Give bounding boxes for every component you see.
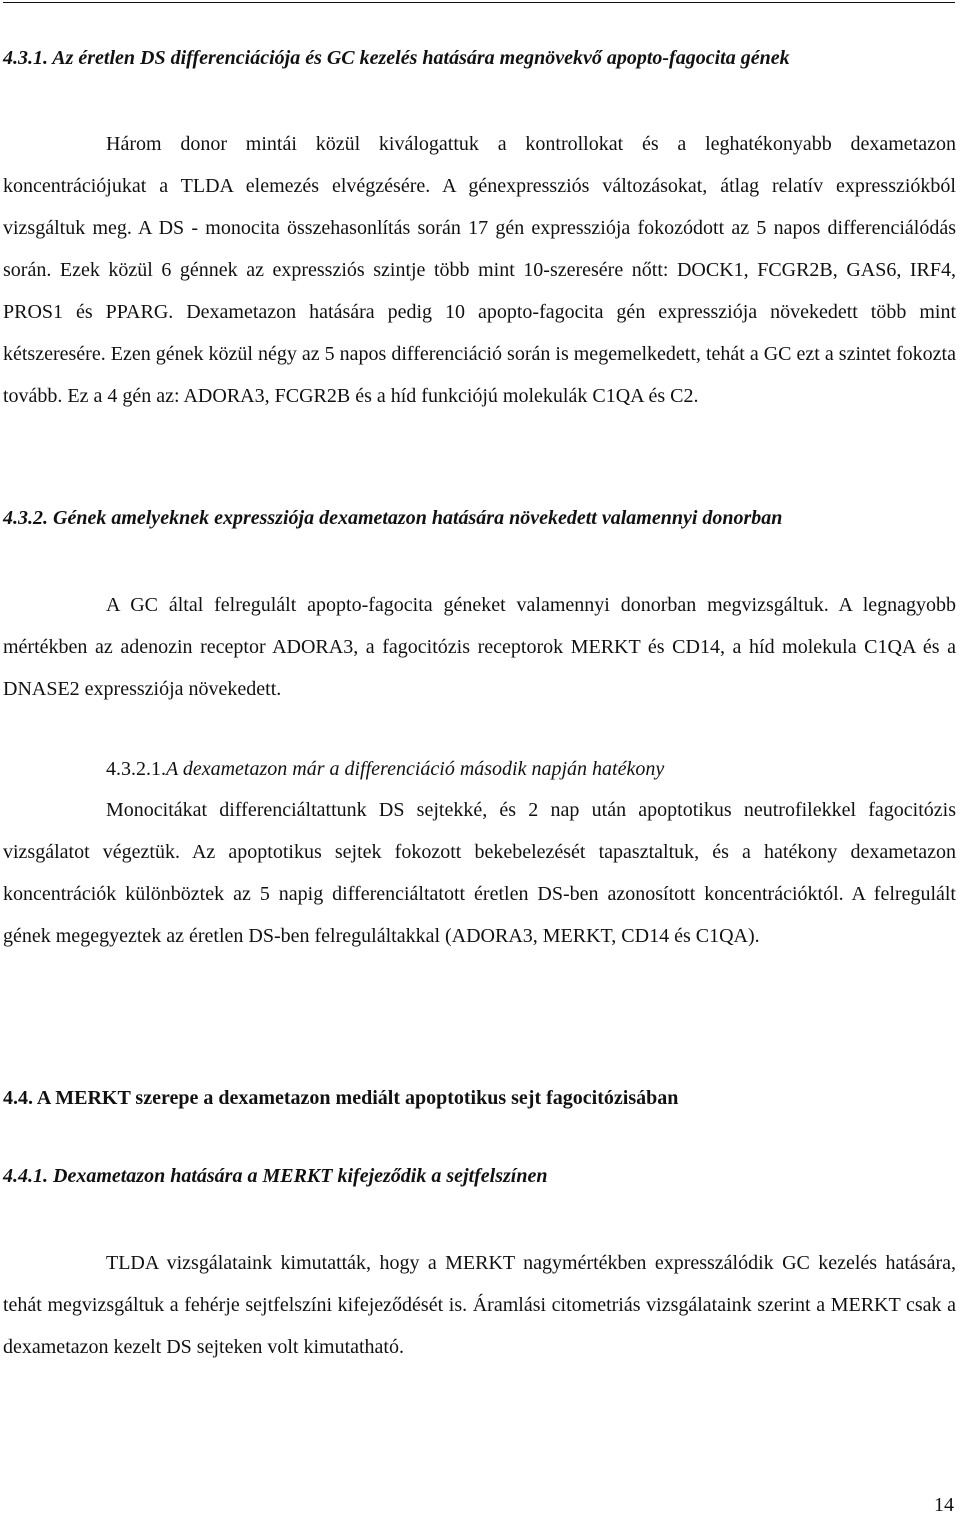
top-rule [3,2,955,3]
page-number: 14 [934,1494,954,1516]
paragraph-4-3-2: A GC által felregulált apopto-fagocita géneket valamennyi donorban megvizsgáltuk. A legnagyobb mértékben az adenozin receptor ADORA3, a fagocitózis receptorok MERKT és CD14, a híd molekula C1QA és a DNASE2 expressziója növekedett. [3,594,956,700]
heading-4-3-2-1 [106,755,956,783]
paragraph-4-3-2-1: Monocitákat differenciáltattunk DS sejtekké, és 2 nap után apoptotikus neutrofilekkel fagocitózis vizsgálatot végeztük. Az apoptotikus sejtek fokozott bekebelezését tapasztaltuk, és a hatékony dexametazon koncentrációk különböztek az 5 napig differenciáltatott éretlen DS-ben azonosított koncentrációktól. A felregulált gének megegyeztek az éretlen DS-ben felreguláltakkal (ADORA3, MERKT, CD14 és C1QA). [3,799,956,947]
heading-4-3-1: 4.3.1. Az éretlen DS differenciációja és GC kezelés hatására megnövekvő apopto-fagocita gének [3,47,790,69]
paragraph-4-3-1: Három donor mintái közül kiválogattuk a kontrollokat és a leghatékonyabb dexametazon koncentrációjukat a TLDA elemezés elvégzésére. A génexpressziós változásokat, átlag relatív expressziókból vizsgáltuk meg. A DS - monocita összehasonlítás során 17 gén expressziója fokozódott az 5 napos differenciálódás során. Ezek közül 6 génnek az expressziós szintje több mint 10-szeresére nőtt: DOCK1, FCGR2B, GAS6, IRF4, PROS1 és PPARG. Dexametazon hatására pedig 10 apopto-fagocita gén expressziója növekedett több mint kétszeresére. Ezen gének közül négy az 5 napos differenciáció során is megemelkedett, tehát a GC ezt a szintet fokozta tovább. Ez a 4 gén az: ADORA3, FCGR2B és a híd funkciójú molekulák C1QA és C2. [3,133,956,407]
paragraph-4-4-1: TLDA vizsgálataink kimutatták, hogy a MERKT nagymértékben expresszálódik GC kezelés hatására, tehát megvizsgáltuk a fehérje sejtfelszíni kifejeződését is. Áramlási citometriás vizsgálataink szerint a MERKT csak a dexametazon kezelt DS sejteken volt kimutatható. [3,1252,956,1358]
heading-4-4: 4.4. A MERKT szerepe a dexametazon mediált apoptotikus sejt fagocitózisában [3,1087,679,1109]
heading-4-3-2-1-title: A dexametazon már a differenciáció második napján hatékony [166,758,665,780]
heading-4-3-2-1-number: 4.3.2.1. [106,758,166,780]
heading-4-4-1: 4.4.1. Dexametazon hatására a MERKT kifejeződik a sejtfelszínen [3,1165,548,1187]
heading-4-3-2: 4.3.2. Gének amelyeknek expressziója dexametazon hatására növekedett valamennyi donorban [3,507,783,529]
